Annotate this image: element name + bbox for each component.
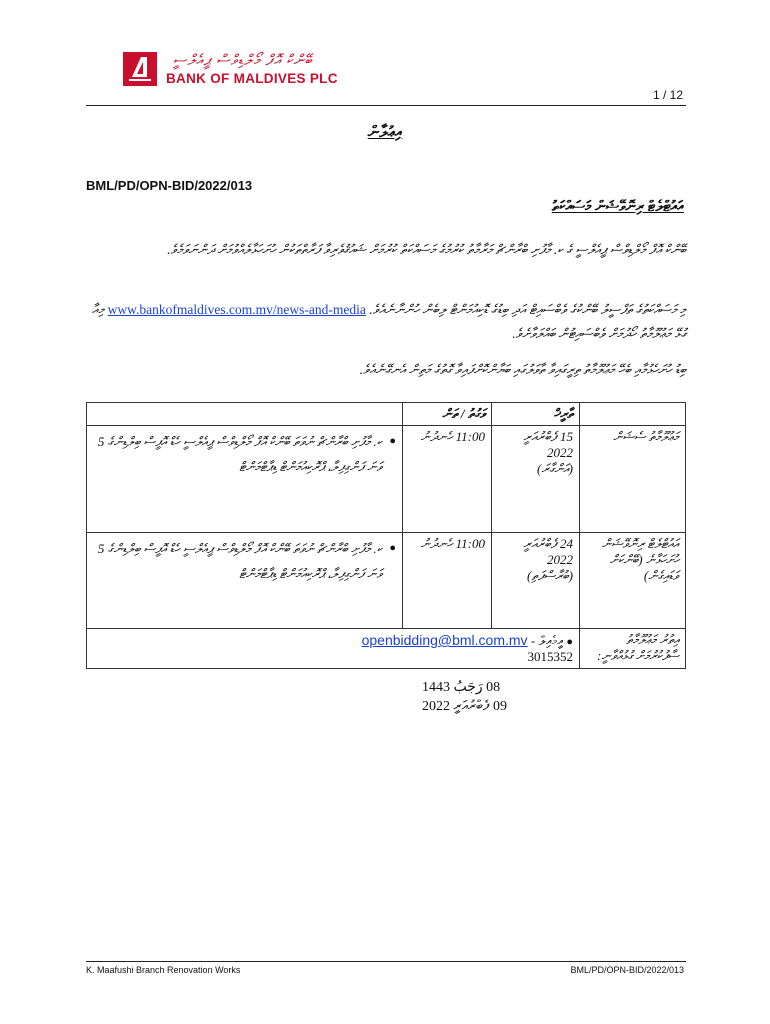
row-location-text: ކ. މާފުށި ބްރާންޗް ނުވަތަ ބޭންކް އޮފް މޯލްޑިވްސް ޕީއެލްސީ ހެޑް އޮފީސް ބިލްޑިންގެ 5 ވަނަ ފަންގިފިލާ، ޕްރޮކިއުމަންޓް ޑިޕާޓްމަންޓް (97, 434, 382, 474)
row-date (492, 426, 580, 533)
page-number: 1 / 12 (652, 88, 683, 102)
paragraph-website-text-2: މިއާ ގުޅޭ މަޢުލޫމާތު ހޯދުމަށް ވެބްސައިޓުން ބައްލަވާށެވެ. (91, 302, 686, 341)
contact-label: އިތުރު މަޢުލޫމާތު ސާފުކުރުމަށް ގުޅުއްވާނީ: (580, 629, 686, 669)
row-day-value: (އަންގާރަ) (537, 461, 573, 476)
row-date-value: 24 ފެބްރުއަރީ 2022 (523, 536, 573, 567)
row-location-text: ކ. މާފުށި ބްރާންޗް ނުވަތަ ބޭންކް އޮފް މޯލްޑިވްސް ޕީއެލްސީ ހެޑް އޮފީސް ބިލްޑިންގެ 5 ވަނަ ފަންގިފިލާ، ޕްރޮކިއުމަންޓް ޑިޕާޓްމަންޓް (97, 541, 382, 581)
contact-email-link[interactable]: openbidding@bml.com.mv (361, 632, 528, 648)
row-location-cell (87, 426, 403, 533)
footer-left-text: K. Maafushi Branch Renovation Works (86, 965, 241, 975)
logo-text-english: BANK OF MALDIVES PLC (166, 71, 338, 86)
row-location-cell (87, 533, 403, 629)
bullet-icon: ● (389, 435, 396, 447)
contact-email-line (93, 632, 573, 649)
header-label (580, 403, 686, 426)
paragraph-intro: ބޭންކް އޮފް މޯލްޑިވްސް ޕީއެލްސީ ގެ ކ. މާފުށި ބްރާންޗް މަރާމާތު ކުރުމުގެ މަސައްކަތް ކުރުމަށް ޝައުޤުވެރިވާ ފަރާތްތަކުން ހުށަހަޅާލެއްވުމަށް ދަންނަވަމެވެ. (167, 242, 686, 257)
paragraph-website-text: މި މަސައްކަތުގެ ތަފްސީލު ބޭންކުގެ ވެބްސައިޓް އަދި ބިޑުގެ ޑޮކިއުމަންޓް ލިބެން ހުންނާނެއެވެ. (369, 302, 686, 317)
subject-heading: އައުޓްލެޓް ރިނޮވޭޝަން މަސައްކަތު (551, 199, 684, 215)
table-header-row (87, 403, 686, 426)
row-date-value: 15 ފެބްރުއަރީ 2022 (523, 429, 573, 460)
row-label: މަޢުލޫމާތު ސެޝަން (580, 426, 686, 533)
row-location (93, 429, 396, 479)
header-time-place: ވަގުތު / ތަން (403, 403, 492, 426)
bullet-icon: ● (389, 542, 396, 554)
row-date (492, 533, 580, 629)
paragraph-table-intro: ބިޑު ހުށަހެޅުމާއި ބެހޭ މަޢުލޫމާތު ތިރީގައިވާ ތާވަލުގައި ބަޔާންކޮށްފައިވާ ގޮތުގެ މަތިން އެނގޭނެއެވެ. (359, 362, 686, 377)
header-date: ތާރީޚް (492, 403, 580, 426)
contact-cell (87, 629, 580, 669)
contact-phone: 3015352 (527, 649, 573, 664)
row-day-value: (ބުރާސްފަތި) (527, 568, 573, 583)
table-row (87, 426, 686, 533)
bullet-icon: ● (566, 636, 573, 648)
header-divider (86, 105, 686, 106)
hijri-date: 08 رَجَبُ 1443 (422, 680, 501, 695)
footer-divider (86, 961, 686, 962)
page-title: އިޢުލާން (367, 124, 403, 141)
row-location (93, 536, 396, 586)
footer-right-text: BML/PD/OPN-BID/2022/013 (570, 965, 684, 975)
website-link[interactable]: www.bankofmaldives.com.mv/news-and-media (107, 302, 366, 317)
table-row (87, 533, 686, 629)
header-empty (87, 403, 403, 426)
logo-text-dhivehi: ބޭންކް އޮފް މޯލްޑިވްސް ޕީއެލްސީ (173, 53, 313, 69)
row-label: އައުޓްލެޓް ރިނޮވޭޝަން ހުށަހަޅާނެ (ބޭންކަށް ވަޑައިގެން) (580, 533, 686, 629)
paragraph-website (86, 298, 686, 346)
reference-number: BML/PD/OPN-BID/2022/013 (86, 178, 253, 193)
gregorian-date: 09 ފެބްރުއަރީ 2022 (422, 699, 507, 714)
table-row-contact (87, 629, 686, 669)
row-time: 11:00 ހެނދުނު (403, 426, 492, 533)
schedule-table (86, 402, 686, 669)
row-time: 11:00 ހެނދުނު (403, 533, 492, 629)
contact-email-prefix: އީމެއިލް - (530, 633, 564, 648)
bank-logo-icon (123, 52, 157, 86)
